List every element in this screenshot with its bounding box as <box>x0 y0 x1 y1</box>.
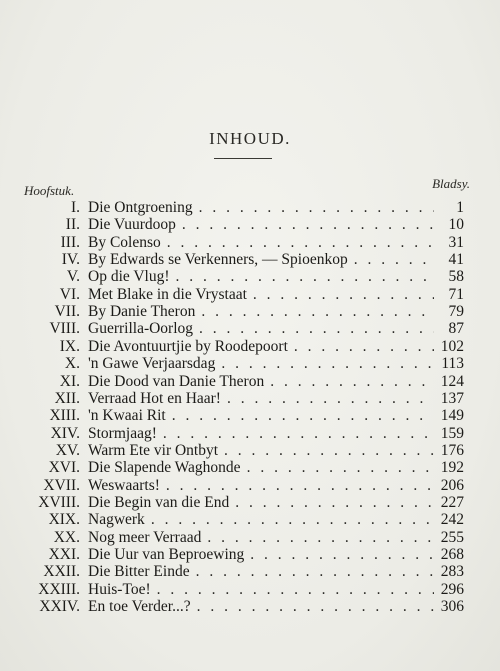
chapter-number: I. <box>70 199 80 216</box>
toc-entry <box>88 199 464 217</box>
toc-entry <box>88 373 464 391</box>
toc-entry <box>88 442 464 460</box>
chapter-number: XXIV. <box>39 598 80 616</box>
toc-row <box>0 598 500 616</box>
leader-dots <box>182 216 434 234</box>
chapter-title: Die Uur van Beproewing <box>88 546 245 563</box>
leader-dots <box>197 598 434 616</box>
page-number: 31 <box>448 233 464 251</box>
toc-row <box>0 529 500 547</box>
leader-dots <box>227 390 434 408</box>
chapter-number: XXI. <box>48 546 80 563</box>
title-rule <box>214 158 272 159</box>
toc-entry <box>88 581 464 599</box>
chapter-number: XVII. <box>43 476 80 494</box>
toc-entry <box>88 303 464 321</box>
toc-row <box>0 459 500 477</box>
chapter-title: Huis-Toe! <box>88 580 151 598</box>
chapter-number: V. <box>66 268 80 286</box>
page-number: 176 <box>440 441 464 459</box>
leader-dots <box>294 338 434 356</box>
chapter-number: XIX. <box>48 511 80 529</box>
toc-entry <box>88 286 464 304</box>
toc-row <box>0 303 500 321</box>
page-number: 1 <box>456 199 464 216</box>
chapter-number: XXIII. <box>38 580 80 598</box>
leader-dots <box>199 320 434 338</box>
chapter-title: By Colenso <box>88 233 161 251</box>
page-number: 149 <box>440 407 464 425</box>
leader-dots <box>157 581 434 599</box>
leader-dots <box>167 234 434 252</box>
toc-row <box>0 511 500 529</box>
leader-dots <box>196 563 434 581</box>
toc-entry <box>88 459 464 477</box>
chapter-number: XVIII. <box>38 493 80 511</box>
chapter-title: Op die Vlug! <box>88 268 170 286</box>
chapter-number: XII. <box>54 389 80 407</box>
toc-row <box>0 199 500 217</box>
toc-entry <box>88 320 464 338</box>
toc-row <box>0 407 500 425</box>
leader-dots <box>247 459 434 477</box>
toc-row <box>0 251 500 269</box>
chapter-number: XXII. <box>43 563 80 581</box>
leader-dots <box>163 425 434 443</box>
chapter-number: XI. <box>59 372 80 390</box>
chapter-number: XIV. <box>50 424 80 442</box>
page-number: 268 <box>440 546 464 563</box>
leader-dots <box>207 529 434 547</box>
toc-entry <box>88 477 464 495</box>
toc-row <box>0 442 500 460</box>
toc-entry <box>88 338 464 356</box>
leader-dots <box>172 407 434 425</box>
toc-entry <box>88 425 464 443</box>
chapter-number: X. <box>64 355 80 373</box>
leader-dots <box>199 199 434 217</box>
page-number: 71 <box>448 285 464 303</box>
chapter-title: Die Bitter Einde <box>88 563 190 581</box>
chapter-title: By Danie Theron <box>88 303 196 321</box>
chapter-number: II. <box>65 216 80 234</box>
leader-dots <box>270 373 434 391</box>
leader-dots <box>224 442 434 460</box>
chapter-title: Stormjaag! <box>88 424 157 442</box>
toc-entry <box>88 355 464 373</box>
chapter-column-header: Hoofstuk. <box>24 183 75 198</box>
chapter-title: Die Vuurdoop <box>88 216 176 234</box>
toc-row <box>0 546 500 564</box>
toc-row <box>0 581 500 599</box>
toc-row <box>0 494 500 512</box>
chapter-title: Die Ontgroening <box>88 199 193 216</box>
page-number: 227 <box>440 493 464 511</box>
toc-entry <box>88 216 464 234</box>
chapter-title: Die Slapende Waghonde <box>88 459 241 477</box>
toc-row <box>0 373 500 391</box>
toc-row <box>0 286 500 304</box>
toc-entry <box>88 598 464 616</box>
chapter-title: Nog meer Verraad <box>88 528 202 546</box>
toc-row <box>0 477 500 495</box>
page-number: 87 <box>448 320 464 338</box>
leader-dots <box>253 286 434 304</box>
leader-dots <box>201 303 434 321</box>
leader-dots <box>166 477 434 495</box>
toc-row <box>0 216 500 234</box>
page-number: 242 <box>440 511 464 529</box>
page-number: 137 <box>440 389 464 407</box>
page-number: 10 <box>448 216 464 234</box>
chapter-title: Verraad Hot en Haar! <box>88 389 221 407</box>
chapter-number: XV. <box>55 441 80 459</box>
toc-row <box>0 268 500 286</box>
page-number: 296 <box>440 580 464 598</box>
page-number: 124 <box>440 372 464 390</box>
chapter-number: XIII. <box>49 407 80 425</box>
chapter-number: VII. <box>54 303 80 321</box>
page-title: INHOUD. <box>209 129 291 148</box>
chapter-title: En toe Verder...? <box>88 598 191 616</box>
page-number: 102 <box>440 337 464 355</box>
leader-dots <box>151 511 434 529</box>
page-number: 306 <box>440 598 464 616</box>
toc-entry <box>88 494 464 512</box>
chapter-number: III. <box>60 233 80 251</box>
toc-row <box>0 425 500 443</box>
toc-entry <box>88 546 464 564</box>
page-number: 283 <box>440 563 464 581</box>
toc-entry <box>88 390 464 408</box>
chapter-number: XX. <box>53 528 80 546</box>
chapter-title: Guerrilla-Oorlog <box>88 320 194 338</box>
toc-row <box>0 338 500 356</box>
chapter-title: Weswaarts! <box>88 476 160 494</box>
toc-row <box>0 390 500 408</box>
chapter-number: IV. <box>61 251 80 269</box>
leader-dots <box>250 546 434 564</box>
page-number: 113 <box>441 355 464 373</box>
toc-entry <box>88 407 464 425</box>
page-number: 41 <box>448 251 464 269</box>
chapter-title: Die Dood van Danie Theron <box>88 372 265 390</box>
toc-entry <box>88 529 464 547</box>
page-number: 255 <box>440 528 464 546</box>
toc-entry <box>88 511 464 529</box>
toc-entry <box>88 563 464 581</box>
toc-entry <box>88 251 464 269</box>
page-number: 79 <box>448 303 464 321</box>
leader-dots <box>176 268 434 286</box>
chapter-number: IX. <box>59 337 80 355</box>
leader-dots <box>235 494 434 512</box>
chapter-title: Die Begin van die End <box>88 493 230 511</box>
toc-row <box>0 563 500 581</box>
page-number: 159 <box>440 424 464 442</box>
chapter-title: 'n Gawe Verjaarsdag <box>88 355 216 373</box>
page-column-header: Bladsy. <box>432 176 470 191</box>
chapter-title: Nagwerk <box>88 511 145 529</box>
chapter-number: VIII. <box>49 320 80 338</box>
chapter-title: Met Blake in die Vrystaat <box>88 285 247 303</box>
toc-row <box>0 234 500 252</box>
toc-row <box>0 355 500 373</box>
chapter-title: By Edwards se Verkenners, — Spioenkop <box>88 251 348 269</box>
chapter-number: XVI. <box>48 459 80 477</box>
page-number: 192 <box>440 459 464 477</box>
chapter-number: VI. <box>59 285 80 303</box>
page-number: 206 <box>440 476 464 494</box>
chapter-title: Warm Ete vir Ontbyt <box>88 441 219 459</box>
page-number: 58 <box>448 268 464 286</box>
leader-dots <box>354 251 434 269</box>
toc-entry <box>88 234 464 252</box>
leader-dots <box>221 355 434 373</box>
chapter-title: Die Avontuurtjie by Roodepoort <box>88 337 288 355</box>
chapter-title: 'n Kwaai Rit <box>88 407 166 425</box>
toc-row <box>0 320 500 338</box>
toc-entry <box>88 268 464 286</box>
